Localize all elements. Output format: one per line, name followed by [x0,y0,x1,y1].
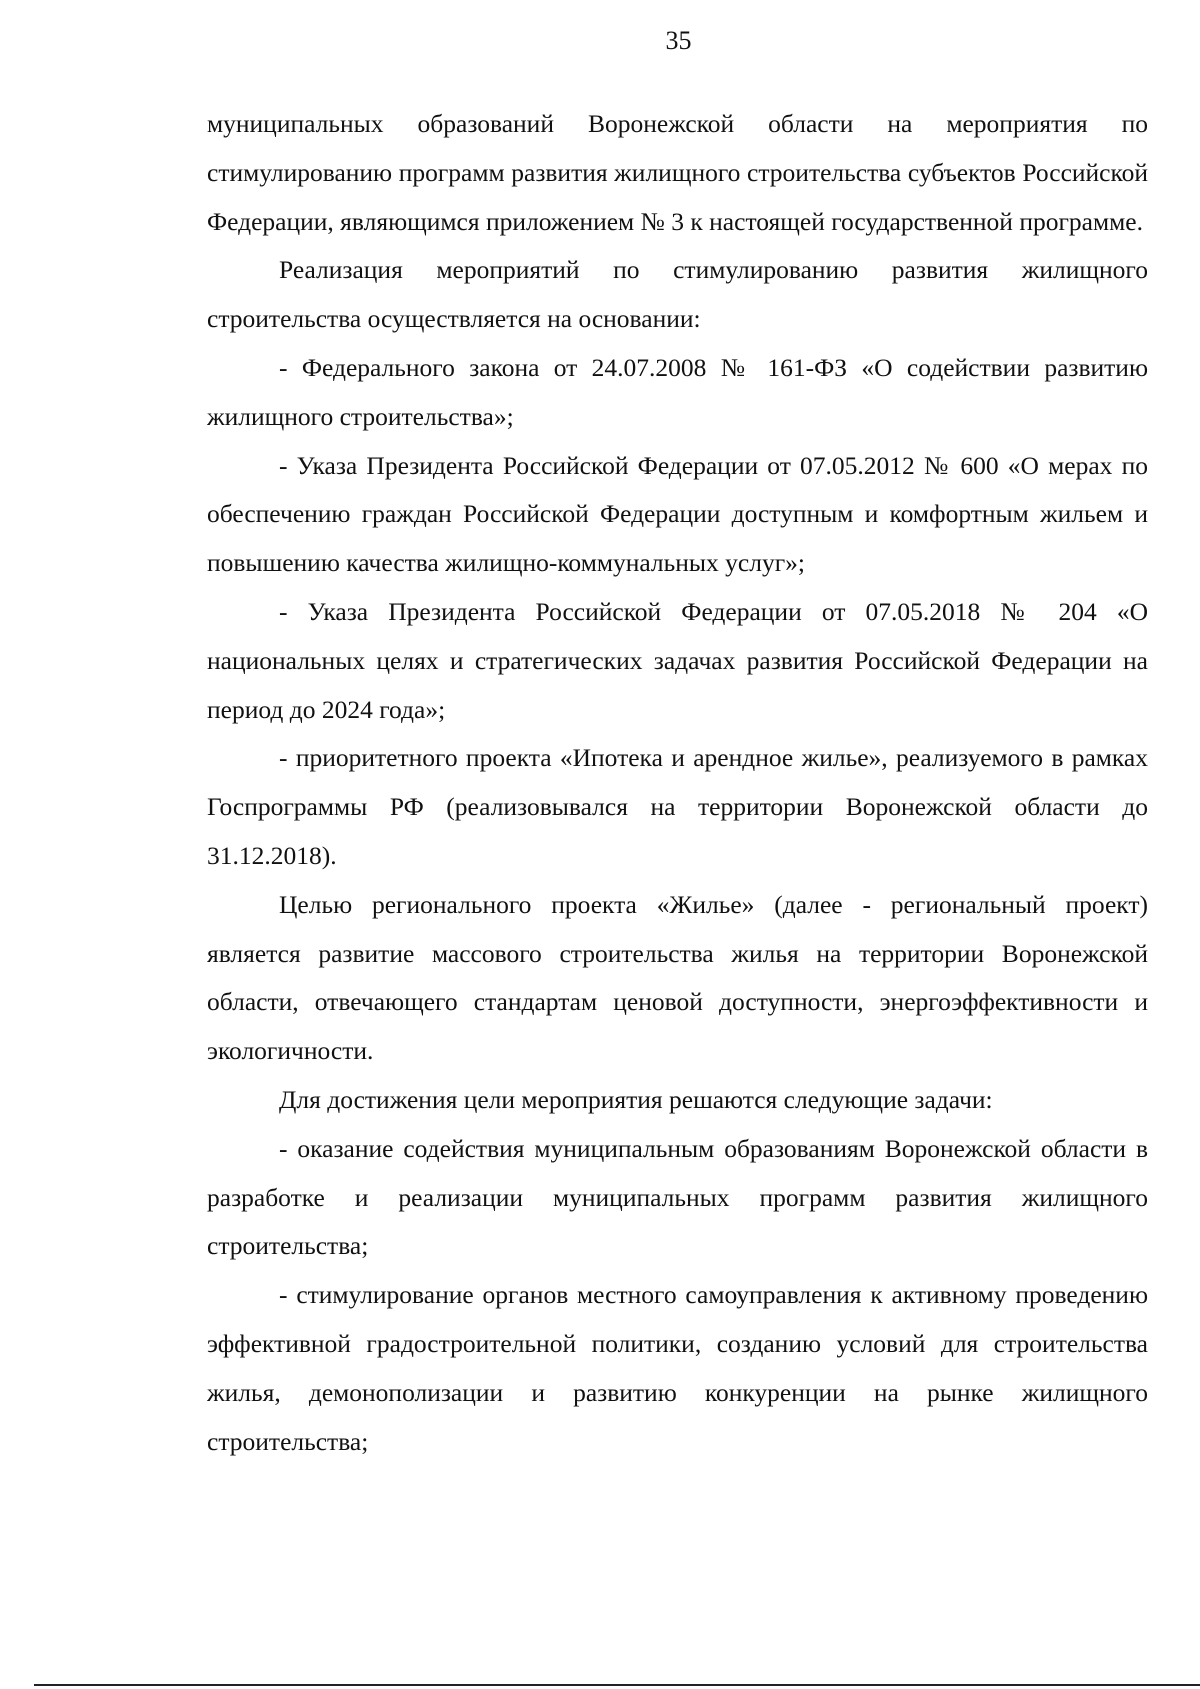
list-item-task-stimulation: - стимулирование органов местного самоуправления к активному проведению эффективной градостроительной политики, созданию условий для строительства жилья, демонополизации и развитию конкуренции на рынке жилищного строительства; [207,1280,1148,1456]
page-number: 35 [665,26,692,55]
list-item-federal-law: - Федерального закона от 24.07.2008 № 161-ФЗ «О содействии развитию жилищного строительства»; [207,352,1148,431]
list-item-priority-project: - приоритетного проекта «Ипотека и арендное жилье», реализуемого в рамках Госпрограммы РФ (реализовывался на территории Воронежской области до 31.12.2018). [207,743,1148,870]
paragraph-project-goal: Целью регионального проекта «Жилье» (далее - региональный проект) является развитие массового строительства жилья на территории Воронежской области, отвечающего стандартам ценовой доступности, энергоэффективности и экологичности. [207,889,1148,1066]
paragraph-tasks-intro: Для достижения цели мероприятия решаются следующие задачи: [279,1084,993,1114]
list-item-decree-204: - Указа Президента Российской Федерации от 07.05.2018 № 204 «О национальных целях и стратегических задачах развития Российской Федерации на период до 2024 года»; [207,596,1148,724]
document-body [207,100,1148,1466]
list-item-task-assistance: - оказание содействия муниципальным образованиям Воронежской области в разработке и реализации муниципальных программ развития жилищного строительства; [207,1133,1148,1261]
paragraph-implementation-basis: Реализация мероприятий по стимулированию развития жилищного строительства осуществляется на основании: [207,255,1148,334]
paragraph-continuation: муниципальных образований Воронежской области на мероприятия по стимулированию программ развития жилищного строительства субъектов Российской Федерации, являющимся приложением № 3 к настоящей государственной программе. [207,109,1148,236]
bottom-divider [34,1684,1200,1686]
list-item-decree-600: - Указа Президента Российской Федерации от 07.05.2012 № 600 «О мерах по обеспечению граждан Российской Федерации доступным и комфортным жильем и повышению качества жилищно-коммунальных услуг»; [207,450,1148,578]
